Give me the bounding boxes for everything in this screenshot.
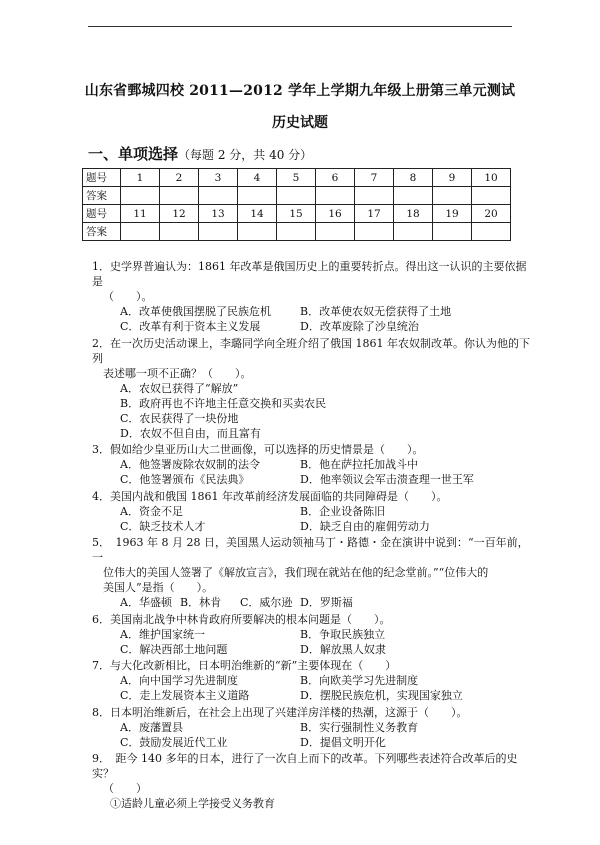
number-cell: 10 — [472, 169, 511, 187]
page-title: 山东省鄄城四校 2011—2012 学年上学期九年级上册第三单元测试 — [84, 83, 516, 99]
answer-row-1 — [83, 187, 511, 205]
question-stem: 5． 1963 年 8 月 28 日，美国黑人运动领袖马丁・路德・金在演讲中说到：“一百年前，一 — [92, 536, 529, 564]
option-a[interactable]: A．维护国家统一 — [120, 627, 205, 641]
options-row — [92, 688, 532, 703]
options-row — [92, 457, 532, 472]
option-d[interactable]: D．农奴不但自由，而且富有 — [120, 426, 261, 440]
question-4 — [92, 489, 532, 534]
section-heading — [88, 143, 312, 164]
option-c[interactable]: C．缺乏技术人才 — [120, 519, 206, 533]
number-cell: 18 — [394, 205, 433, 223]
answer-cell[interactable] — [316, 187, 355, 205]
question-stem-cont: （ ）。 — [103, 290, 153, 303]
option-a[interactable]: A．废藩置县 — [120, 720, 183, 734]
question-2 — [92, 336, 532, 441]
question-stem-cont: （ ） — [103, 782, 147, 795]
option-c[interactable]: C．走上发展资本主义道路 — [120, 689, 250, 702]
answer-cell[interactable] — [121, 223, 160, 241]
option-c[interactable]: C．农民获得了一块份地 — [120, 411, 239, 425]
options-row — [92, 504, 532, 519]
answer-cell[interactable] — [394, 223, 433, 241]
answer-cell[interactable] — [355, 223, 394, 241]
answer-cell[interactable] — [238, 223, 277, 241]
page-subtitle: 历史试题 — [272, 115, 328, 131]
option-b[interactable]: B．他在萨拉托加战斗中 — [300, 458, 419, 471]
option-b[interactable]: B．实行强制性义务教育 — [300, 720, 419, 734]
question-stem: 7．与大化改新相比，日本明治维新的“新”主要体现在（ ） — [92, 659, 397, 672]
answer-cell[interactable] — [277, 223, 316, 241]
option-b[interactable]: B．企业设备陈旧 — [300, 504, 386, 518]
option-a[interactable]: A．向中国学习先进制度 — [120, 674, 238, 687]
options-row — [92, 720, 532, 735]
section-note: （每题 2 分，共 40 分） — [178, 148, 313, 162]
number-cell: 4 — [238, 169, 277, 187]
answer-cell[interactable] — [394, 187, 433, 205]
number-cell: 8 — [394, 169, 433, 187]
question-stem: 4．美国内战和俄国 1861 年改革前经济发展面临的共同障碍是（ ）。 — [92, 489, 448, 503]
option-a[interactable]: A．华盛顿 — [120, 596, 172, 609]
question-3 — [92, 442, 532, 487]
answer-cell[interactable] — [433, 223, 472, 241]
number-cell: 2 — [160, 169, 199, 187]
question-stem: 9． 距今 140 多年的日本，进行了一次自上而下的改革。下列哪些表述符合改革后的史实？ — [92, 752, 518, 780]
option-d[interactable]: D．他率领议会军击溃查理一世王军 — [300, 473, 474, 486]
options-row — [92, 735, 532, 750]
question-9 — [92, 751, 532, 811]
row-label: 题号 — [83, 169, 121, 187]
number-cell: 11 — [121, 205, 160, 223]
question-stem: 2．在一次历史活动课上，李璐同学向全班介绍了俄国 1861 年农奴制改革。你认为他的下列 — [92, 336, 530, 365]
number-cell: 14 — [238, 205, 277, 223]
number-cell: 13 — [199, 205, 238, 223]
question-7 — [92, 658, 532, 703]
option-a[interactable]: A．农奴已获得了“解放” — [120, 381, 239, 395]
question-5 — [92, 535, 532, 610]
number-cell: 5 — [277, 169, 316, 187]
answer-cell[interactable] — [199, 187, 238, 205]
number-cell: 20 — [472, 205, 511, 223]
number-cell: 16 — [316, 205, 355, 223]
answer-table — [82, 168, 511, 241]
option-a[interactable]: A．资金不足 — [120, 504, 183, 518]
row-label: 答案 — [83, 187, 121, 205]
number-cell: 3 — [199, 169, 238, 187]
option-a[interactable]: A．改革使俄国摆脱了民族危机 — [120, 305, 271, 318]
question-stem-cont: 美国人”是指（ ）。 — [103, 581, 214, 594]
option-d[interactable]: D．缺乏自由的雇佣劳动力 — [300, 519, 430, 533]
number-row-1 — [83, 169, 511, 187]
number-cell: 17 — [355, 205, 394, 223]
option-d[interactable]: D．解放黑人奴隶 — [300, 642, 386, 656]
option-a[interactable]: A．他签署废除农奴制的法令 — [120, 458, 260, 471]
option-d[interactable]: D．提倡文明开化 — [300, 735, 386, 749]
number-cell: 15 — [277, 205, 316, 223]
section-title: 一、单项选择 — [88, 145, 179, 163]
top-rule — [88, 26, 512, 27]
options-row — [92, 642, 532, 657]
option-c[interactable]: C．威尔逊 — [240, 596, 293, 609]
option-b[interactable]: B．政府再也不许地主任意交换和买卖农民 — [120, 396, 327, 410]
options-row — [92, 673, 532, 688]
question-6 — [92, 612, 532, 657]
number-cell: 19 — [433, 205, 472, 223]
option-b[interactable]: B．改革使农奴无偿获得了土地 — [300, 305, 452, 318]
option-b[interactable]: B．向欧美学习先进制度 — [300, 674, 419, 687]
option-d[interactable]: D．摆脱民族危机，实现国家独立 — [300, 689, 463, 702]
number-cell: 6 — [316, 169, 355, 187]
question-stem: 8．日本明治维新后，在社会上出现了兴建洋房洋楼的热潮，这源于（ ）。 — [92, 705, 468, 719]
answer-cell[interactable] — [160, 223, 199, 241]
question-stem: 3．假如给少皇亚历山大二世画像，可以选择的历史情景是（ ）。 — [92, 443, 424, 456]
answer-cell[interactable] — [238, 187, 277, 205]
option-d[interactable]: D．罗斯福 — [300, 596, 353, 609]
option-c[interactable]: C．鼓励发展近代工业 — [120, 735, 228, 749]
number-cell: 9 — [433, 169, 472, 187]
answer-cell[interactable] — [160, 187, 199, 205]
answer-cell[interactable] — [472, 187, 511, 205]
number-row-2 — [83, 205, 511, 223]
answer-cell[interactable] — [199, 223, 238, 241]
row-label: 题号 — [83, 205, 121, 223]
option-c[interactable]: C．解决西部土地问题 — [120, 642, 228, 656]
options-row — [92, 595, 532, 610]
question-stem: 1．史学界普遍认为：1861 年改革是俄国历史上的重要转折点。得出这一认识的主要依据是 — [92, 260, 527, 288]
number-cell: 1 — [121, 169, 160, 187]
statement-item: ①适龄儿童必须上学接受义务教育 — [110, 797, 275, 810]
question-stem: 6．美国南北战争中林肯政府所要解决的根本问题是（ ）。 — [92, 612, 391, 626]
answer-row-2 — [83, 223, 511, 241]
answer-cell[interactable] — [316, 223, 355, 241]
question-stem-cont: 表述哪一项不正确？（ ）。 — [103, 366, 252, 380]
options-row — [92, 627, 532, 642]
option-d[interactable]: D．改革废除了沙皇统治 — [300, 320, 419, 333]
question-1 — [92, 259, 532, 334]
options-row — [92, 519, 532, 534]
options-row — [92, 472, 532, 487]
question-list — [92, 259, 532, 813]
options-row — [92, 304, 532, 319]
option-b[interactable]: B．争取民族独立 — [300, 627, 386, 641]
answer-cell[interactable] — [277, 187, 316, 205]
number-cell: 7 — [355, 169, 394, 187]
answer-cell[interactable] — [355, 187, 394, 205]
option-b[interactable]: B．林肯 — [180, 596, 222, 609]
options-row — [92, 319, 532, 334]
answer-cell[interactable] — [433, 187, 472, 205]
number-cell: 12 — [160, 205, 199, 223]
option-c[interactable]: C．他签署颁布《民法典》 — [120, 473, 250, 486]
row-label: 答案 — [83, 223, 121, 241]
answer-cell[interactable] — [472, 223, 511, 241]
option-c[interactable]: C．改革有利于资本主义发展 — [120, 320, 261, 333]
question-8 — [92, 705, 532, 750]
question-stem-cont: 位伟大的美国人签署了《解放宣言》，我们现在就站在他的纪念堂前。”“位伟大的 — [103, 566, 489, 579]
answer-cell[interactable] — [121, 187, 160, 205]
